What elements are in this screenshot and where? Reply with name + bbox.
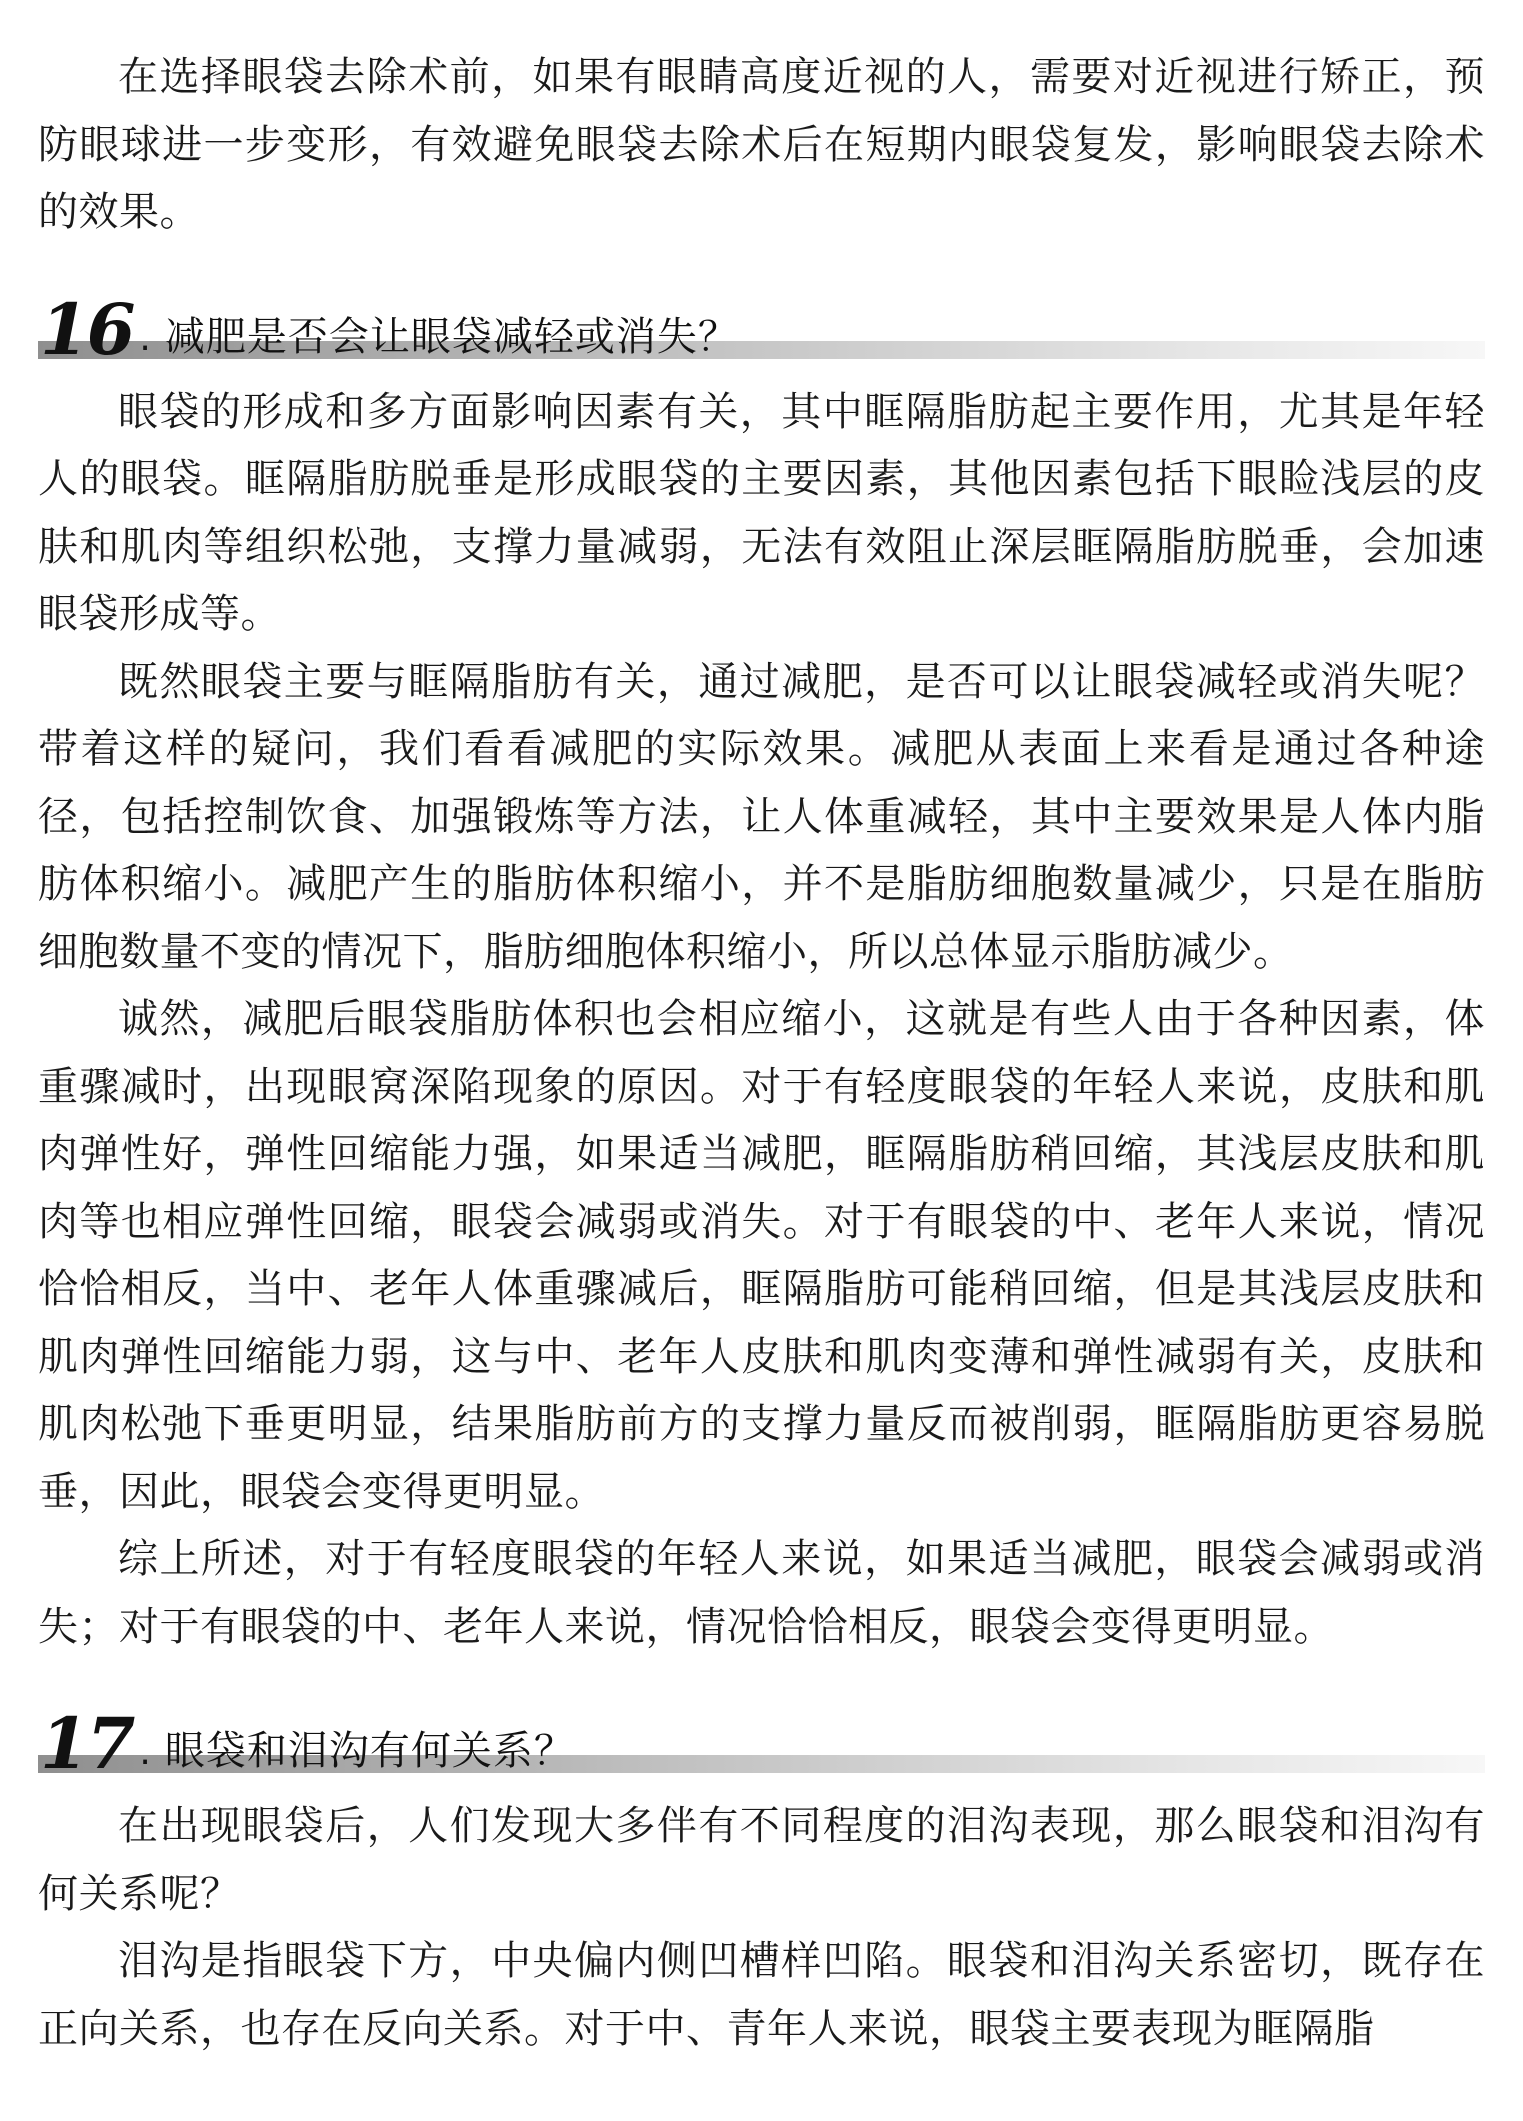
section-number: 17 — [40, 1702, 134, 1785]
body-paragraph: 泪沟是指眼袋下方，中央偏内侧凹槽样凹陷。眼袋和泪沟关系密切，既存在正向关系，也存在反向关系。对于中、青年人来说，眼袋主要表现为眶隔脂 — [38, 1938, 1485, 2052]
section-heading-16 — [38, 277, 1485, 369]
body-paragraph: 综上所述，对于有轻度眼袋的年轻人来说，如果适当减肥，眼袋会减弱或消失；对于有眼袋的中、老年人来说，情况恰恰相反，眼袋会变得更明显。 — [38, 1536, 1485, 1650]
section-heading-17 — [38, 1691, 1485, 1783]
body-paragraph: 眼袋的形成和多方面影响因素有关，其中眶隔脂肪起主要作用，尤其是年轻人的眼袋。眶隔脂肪脱垂是形成眼袋的主要因素，其他因素包括下眼睑浅层的皮肤和肌肉等组织松弛，支撑力量减弱，无法有效阻止深层眶隔脂肪脱垂，会加速眼袋形成等。 — [38, 388, 1485, 637]
section-title: 减肥是否会让眼袋减轻或消失？ — [164, 313, 739, 360]
section-number-dot: . — [139, 1732, 151, 1773]
body-paragraph: 诚然，减肥后眼袋脂肪体积也会相应缩小，这就是有些人由于各种因素，体重骤减时，出现眼窝深陷现象的原因。对于有轻度眼袋的年轻人来说，皮肤和肌肉弹性好，弹性回缩能力强，如果适当减肥，眶隔脂肪稍回缩，其浅层皮肤和肌肉等也相应弹性回缩，眼袋会减弱或消失。对于有眼袋的中、老年人来说，情况恰恰相反，当中、老年人体重骤减后，眶隔脂肪可能稍回缩，但是其浅层皮肤和肌肉弹性回缩能力弱，这与中、老年人皮肤和肌肉变薄和弹性减弱有关，皮肤和肌肉松弛下垂更明显，结果脂肪前方的支撑力量反而被削弱，眶隔脂肪更容易脱垂，因此，眼袋会变得更明显。 — [38, 996, 1485, 1515]
section-number: 16 — [40, 287, 134, 371]
intro-paragraph: 在选择眼袋去除术前，如果有眼睛高度近视的人，需要对近视进行矫正，预防眼球进一步变形，有效避免眼袋去除术后在短期内眼袋复发，影响眼袋去除术的效果。 — [38, 54, 1485, 235]
section-title: 眼袋和泪沟有何关系？ — [164, 1728, 575, 1774]
body-paragraph: 在出现眼袋后，人们发现大多伴有不同程度的泪沟表现，那么眼袋和泪沟有何关系呢？ — [38, 1803, 1485, 1917]
body-paragraph: 既然眼袋主要与眶隔脂肪有关，通过减肥，是否可以让眼袋减轻或消失呢？带着这样的疑问，我们看看减肥的实际效果。减肥从表面上来看是通过各种途径，包括控制饮食、加强锻炼等方法，让人体重减轻，其中主要效果是人体内脂肪体积缩小。减肥产生的脂肪体积缩小，并不是脂肪细胞数量减少，只是在脂肪细胞数量不变的情况下，脂肪细胞体积缩小，所以总体显示脂肪减少。 — [38, 658, 1485, 975]
section-number-dot: . — [139, 317, 151, 359]
